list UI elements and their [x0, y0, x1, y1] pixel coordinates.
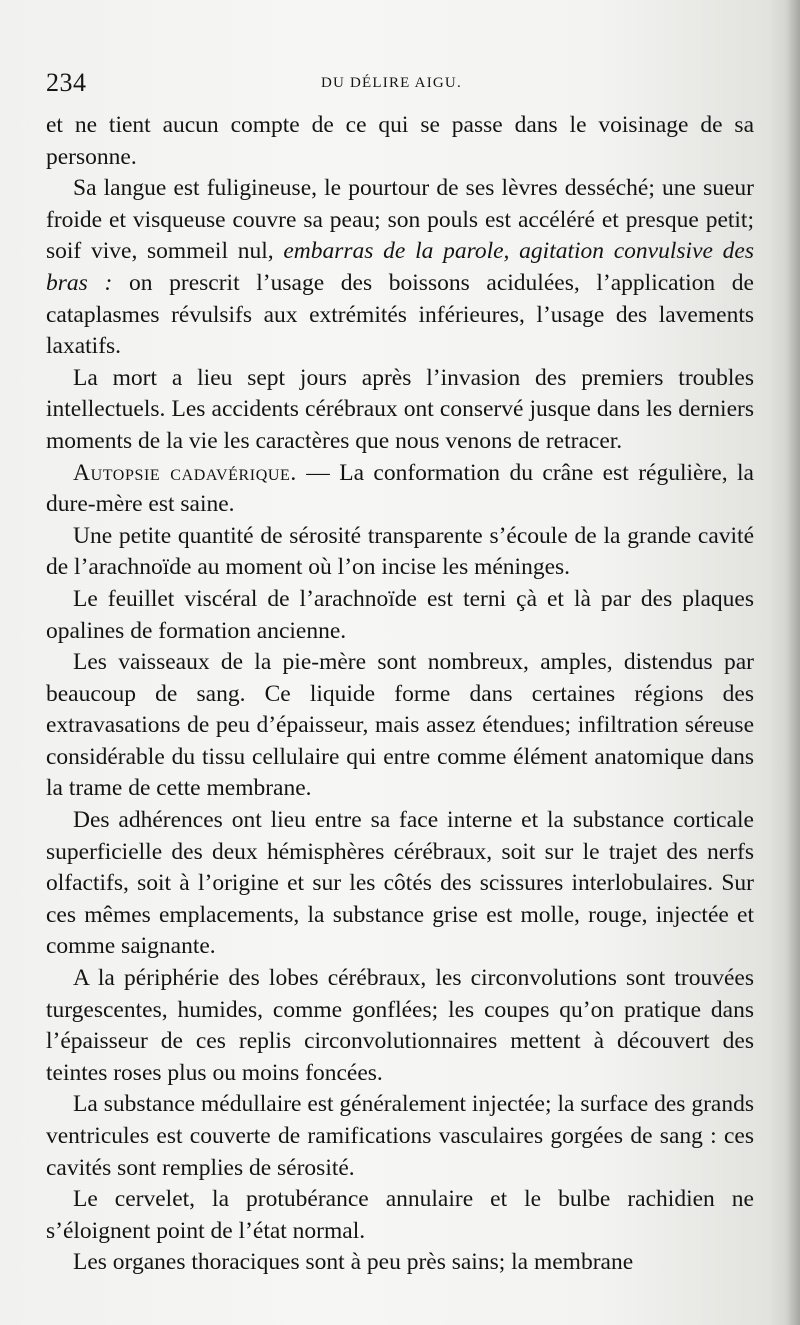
- paragraph-convolutions: [46, 963, 754, 1089]
- page-header: [46, 68, 756, 100]
- paragraph-text: Sa langue est fuligineuse, le pourtour de ses lèvres desséché; une sueur froide et visqueuse couvre sa peau; son pouls est accéléré et presque petit; soif vive, sommeil nul,: [46, 175, 754, 265]
- paragraph-pia-mater: [46, 647, 754, 805]
- paragraph-medulla: [46, 1089, 754, 1184]
- paragraph-text: La substance médullaire est généralement injectée; la surface des grands ventricules est couverte de ramifications vasculaires gorgées de sang : ces cavités sont remplies de sérosité.: [46, 1091, 754, 1181]
- paragraph-cerebellum: [46, 1184, 754, 1247]
- paragraph-text: Des adhérences ont lieu entre sa face interne et la substance corticale superficielle des deux hémisphères cérébraux, soit sur le trajet des nerfs olfactifs, soit à l’origine et sur les côtés des scissures interlobulaires. Sur ces mêmes emplacements, la substance grise est molle, rouge, injectée et comme saignante.: [46, 807, 754, 960]
- paragraph-text: A la périphérie des lobes cérébraux, les circonvolutions sont trouvées turgescentes, humides, comme gonflées; les coupes qu’on pratique dans l’épaisseur de ces replis circonvolutionnaires mettent à découvert des teintes roses plus ou moins foncées.: [46, 965, 754, 1086]
- paragraph-arachnoid: [46, 584, 754, 647]
- paragraph-text: Le feuillet viscéral de l’arachnoïde est terni çà et là par des plaques opalines de formation ancienne.: [46, 585, 754, 644]
- autopsy-heading: Autopsie cadavérique.: [73, 459, 297, 486]
- paragraph-adhesions: [46, 805, 754, 963]
- body-text: [46, 110, 754, 1279]
- paragraph-thoracic: [46, 1247, 754, 1279]
- paragraph-continuation: [46, 110, 754, 173]
- paragraph-text: Les organes thoraciques sont à peu près sains; la membrane: [73, 1249, 634, 1276]
- paragraph-text: Le cervelet, la protubérance annulaire et le bulbe rachidien ne s’éloignent point de l’état normal.: [46, 1186, 754, 1244]
- paragraph-text: Les vaisseaux de la pie-mère sont nombreux, amples, distendus par beaucoup de sang. Ce liquide forme dans certaines régions des extravasations de peu d’épaisseur, mais assez étendues; infiltration séreuse considérable du tissu cellulaire qui entre comme élément anatomique dans la trame de cette membrane.: [46, 649, 754, 802]
- paragraph-autopsy: [46, 458, 754, 521]
- paragraph-text: on prescrit l’usage des boissons acidulées, l’application de cataplasmes révulsifs aux extrémités inférieures, l’usage des lavements laxatifs.: [46, 269, 754, 360]
- page-edge-shadow: [786, 0, 800, 1325]
- paragraph-text: et ne tient aucun compte de ce qui se passe dans le voisinage de sa personne.: [46, 112, 754, 170]
- running-head: DU DÉLIRE AIGU.: [321, 75, 462, 91]
- paragraph-serosity: [46, 521, 754, 584]
- paragraph-symptoms: [46, 173, 754, 363]
- italic-phrase: embarras de la parole, agitation convulsive des bras :: [46, 238, 754, 296]
- paragraph-text: — La conformation du crâne est régulière, la dure-mère est saine.: [46, 459, 754, 518]
- paragraph-text: La mort a lieu sept jours après l’invasion des premiers troubles intellectuels. Les accidents cérébraux ont conservé jusque dans les derniers moments de la vie les caractères que nous venons de retracer.: [46, 364, 754, 454]
- page-number: 234: [46, 68, 87, 97]
- paragraph-text: Une petite quantité de sérosité transparente s’écoule de la grande cavité de l’arachnoïde au moment où l’on incise les méninges.: [46, 522, 754, 581]
- paragraph-death: [46, 363, 754, 458]
